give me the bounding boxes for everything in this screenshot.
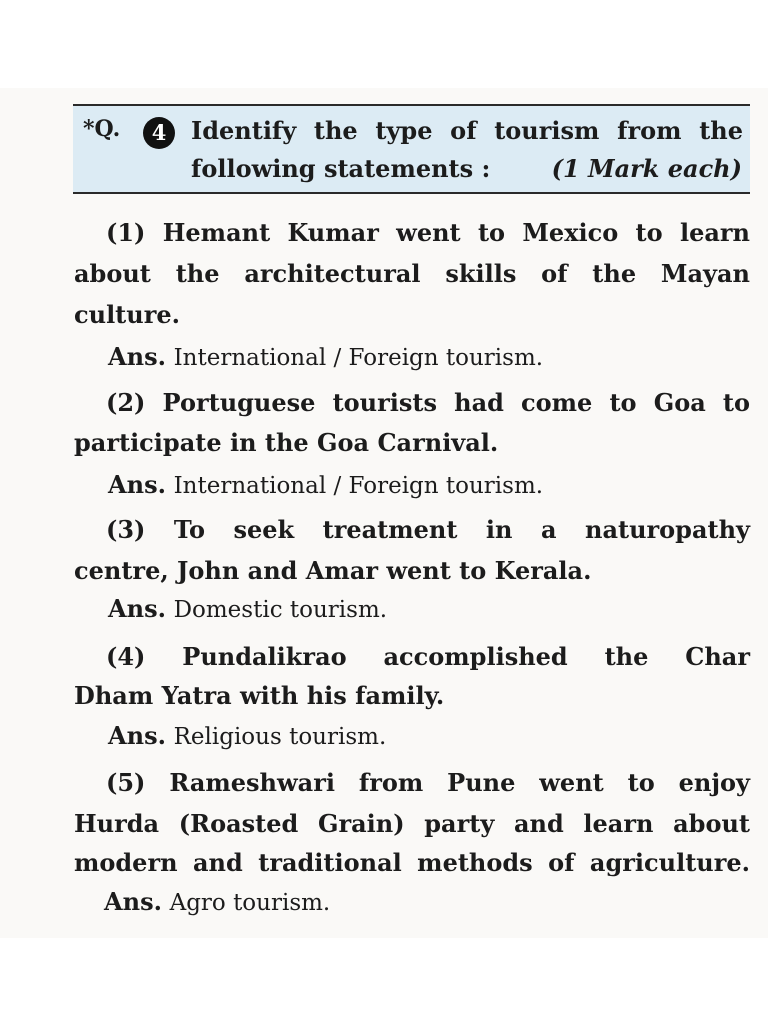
item-3-line-2: centre, John and Amar went to Kerala. bbox=[74, 556, 592, 585]
answer-text: Religious tourism. bbox=[173, 724, 387, 750]
question-number-badge: 4 bbox=[143, 117, 175, 149]
item-1-answer bbox=[108, 342, 543, 371]
item-1-line-2: about the architectural skills of the Mayan bbox=[74, 259, 750, 288]
marks-note: (1 Mark each) bbox=[551, 154, 742, 183]
answer-label: Ans. bbox=[108, 594, 166, 623]
item-2-answer bbox=[108, 470, 543, 499]
item-1-line-3: culture. bbox=[74, 300, 180, 329]
item-4-line-1: (4) Pundalikrao accomplished the Char bbox=[106, 642, 750, 671]
question-text-line-1: Identify the type of tourism from the bbox=[191, 116, 743, 145]
item-3-line-1: (3) To seek treatment in a naturopathy bbox=[106, 515, 750, 544]
item-5-line-2: Hurda (Roasted Grain) party and learn about bbox=[74, 809, 750, 838]
answer-label: Ans. bbox=[108, 470, 166, 499]
answer-label: Ans. bbox=[108, 342, 166, 371]
item-1-line-1: (1) Hemant Kumar went to Mexico to learn bbox=[106, 218, 750, 247]
answer-text: International / Foreign tourism. bbox=[173, 345, 544, 371]
answer-text: Domestic tourism. bbox=[173, 597, 388, 623]
item-5-line-1: (5) Rameshwari from Pune went to enjoy bbox=[106, 768, 750, 797]
item-5-line-3: modern and traditional methods of agriculture. bbox=[74, 848, 750, 877]
answer-text: Agro tourism. bbox=[169, 890, 331, 916]
item-2-line-1: (2) Portuguese tourists had come to Goa to bbox=[106, 388, 750, 417]
item-5-answer bbox=[104, 887, 330, 916]
answer-text: International / Foreign tourism. bbox=[173, 473, 544, 499]
item-3-answer bbox=[108, 594, 387, 623]
question-header bbox=[73, 104, 750, 194]
answer-label: Ans. bbox=[108, 721, 166, 750]
answer-label: Ans. bbox=[104, 887, 162, 916]
item-2-line-2: participate in the Goa Carnival. bbox=[74, 428, 499, 457]
question-prefix: *Q. bbox=[83, 116, 121, 142]
question-text-line-2: following statements : bbox=[191, 154, 491, 183]
item-4-answer bbox=[108, 721, 386, 750]
item-4-line-2: Dham Yatra with his family. bbox=[74, 681, 445, 710]
